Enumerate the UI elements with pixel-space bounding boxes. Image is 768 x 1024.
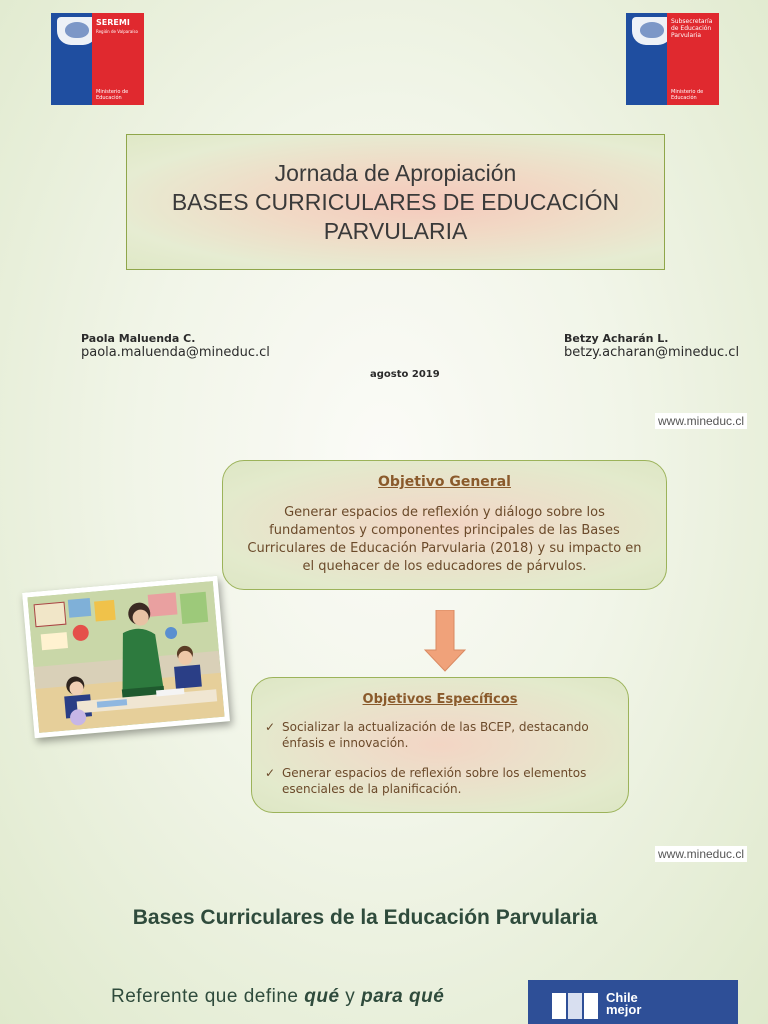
- subsecretaria-logo: [626, 13, 719, 105]
- presenter-right: [564, 332, 739, 360]
- wordmark-line-2: mejor: [606, 1002, 642, 1017]
- logo-red-band: [667, 13, 719, 105]
- mineduc-url-bottom[interactable]: www.mineduc.cl: [655, 846, 747, 862]
- logo-ministry: Ministerio de Educación: [671, 89, 704, 101]
- specific-objective-item: [260, 765, 608, 797]
- general-objective-box: [222, 460, 667, 590]
- specific-objective-text: Socializar la actualización de las BCEP, destacando énfasis e innovación.: [282, 720, 589, 750]
- seremi-logo: [51, 13, 144, 105]
- chile-mejor-wordmark: [606, 992, 641, 1016]
- presenter-left: [81, 332, 270, 360]
- tagline: [111, 986, 444, 1008]
- logo-region: Región de Valparaíso: [96, 29, 138, 34]
- presenter-email[interactable]: betzy.acharan@mineduc.cl: [564, 345, 740, 360]
- general-objective-heading: Objetivo General: [378, 474, 511, 490]
- checkmark-icon: ✓: [265, 720, 276, 734]
- gobierno-de-chile-logo: [528, 980, 738, 1024]
- tagline-prefix: Referente que define: [111, 986, 305, 1007]
- title-line-3: PARVULARIA: [323, 217, 468, 244]
- date-label: agosto 2019: [370, 369, 440, 380]
- classroom-photo-illustration: [27, 581, 224, 733]
- logo-ministry: Ministerio de Educación: [96, 89, 129, 101]
- wordmark-line-1: Chile: [606, 990, 638, 1005]
- presenter-name: Paola Maluenda C.: [81, 332, 196, 345]
- specific-objective-item: [260, 719, 608, 751]
- mineduc-url[interactable]: www.mineduc.cl: [655, 413, 747, 429]
- logo-blue-band: [51, 13, 92, 105]
- title-box: [126, 134, 665, 270]
- presenter-name: Betzy Acharán L.: [564, 332, 669, 345]
- title-line-2: BASES CURRICULARES DE EDUCACIÓN: [171, 188, 620, 215]
- logo-red-band: [92, 13, 144, 105]
- tagline-para-que: para qué: [361, 986, 445, 1007]
- general-objective-text: Generar espacios de reflexión y diálogo sobre los fundamentos y componentes principales de las Bases Curriculares de Educación Parvularia (2018) y su impacto en el quehacer de los educadores de párvulos.: [247, 505, 642, 574]
- coat-of-arms-icon: [632, 17, 672, 45]
- specific-objective-text: Generar espacios de reflexión sobre los elementos esenciales de la planificación.: [282, 766, 587, 796]
- specific-objectives-heading: Objetivos Específicos: [362, 692, 518, 707]
- bottom-title: Bases Curriculares de la Educación Parvularia: [132, 906, 598, 929]
- specific-objectives-list: [260, 719, 608, 797]
- title-line-1: Jornada de Apropiación: [274, 159, 517, 186]
- checkmark-icon: ✓: [265, 766, 276, 780]
- down-arrow-icon: [424, 610, 466, 672]
- tagline-que: qué: [304, 986, 340, 1007]
- presenter-email[interactable]: paola.maluenda@mineduc.cl: [81, 345, 270, 360]
- logo-name: Subsecretaría de Educación Parvularia: [671, 18, 713, 39]
- mini-logos: [552, 993, 598, 1019]
- classroom-photo: [22, 576, 230, 739]
- coat-of-arms-icon: [57, 17, 97, 45]
- logo-name: SEREMI: [96, 18, 130, 27]
- tagline-y: y: [339, 986, 362, 1007]
- specific-objectives-box: [251, 677, 629, 813]
- logo-blue-band: [626, 13, 667, 105]
